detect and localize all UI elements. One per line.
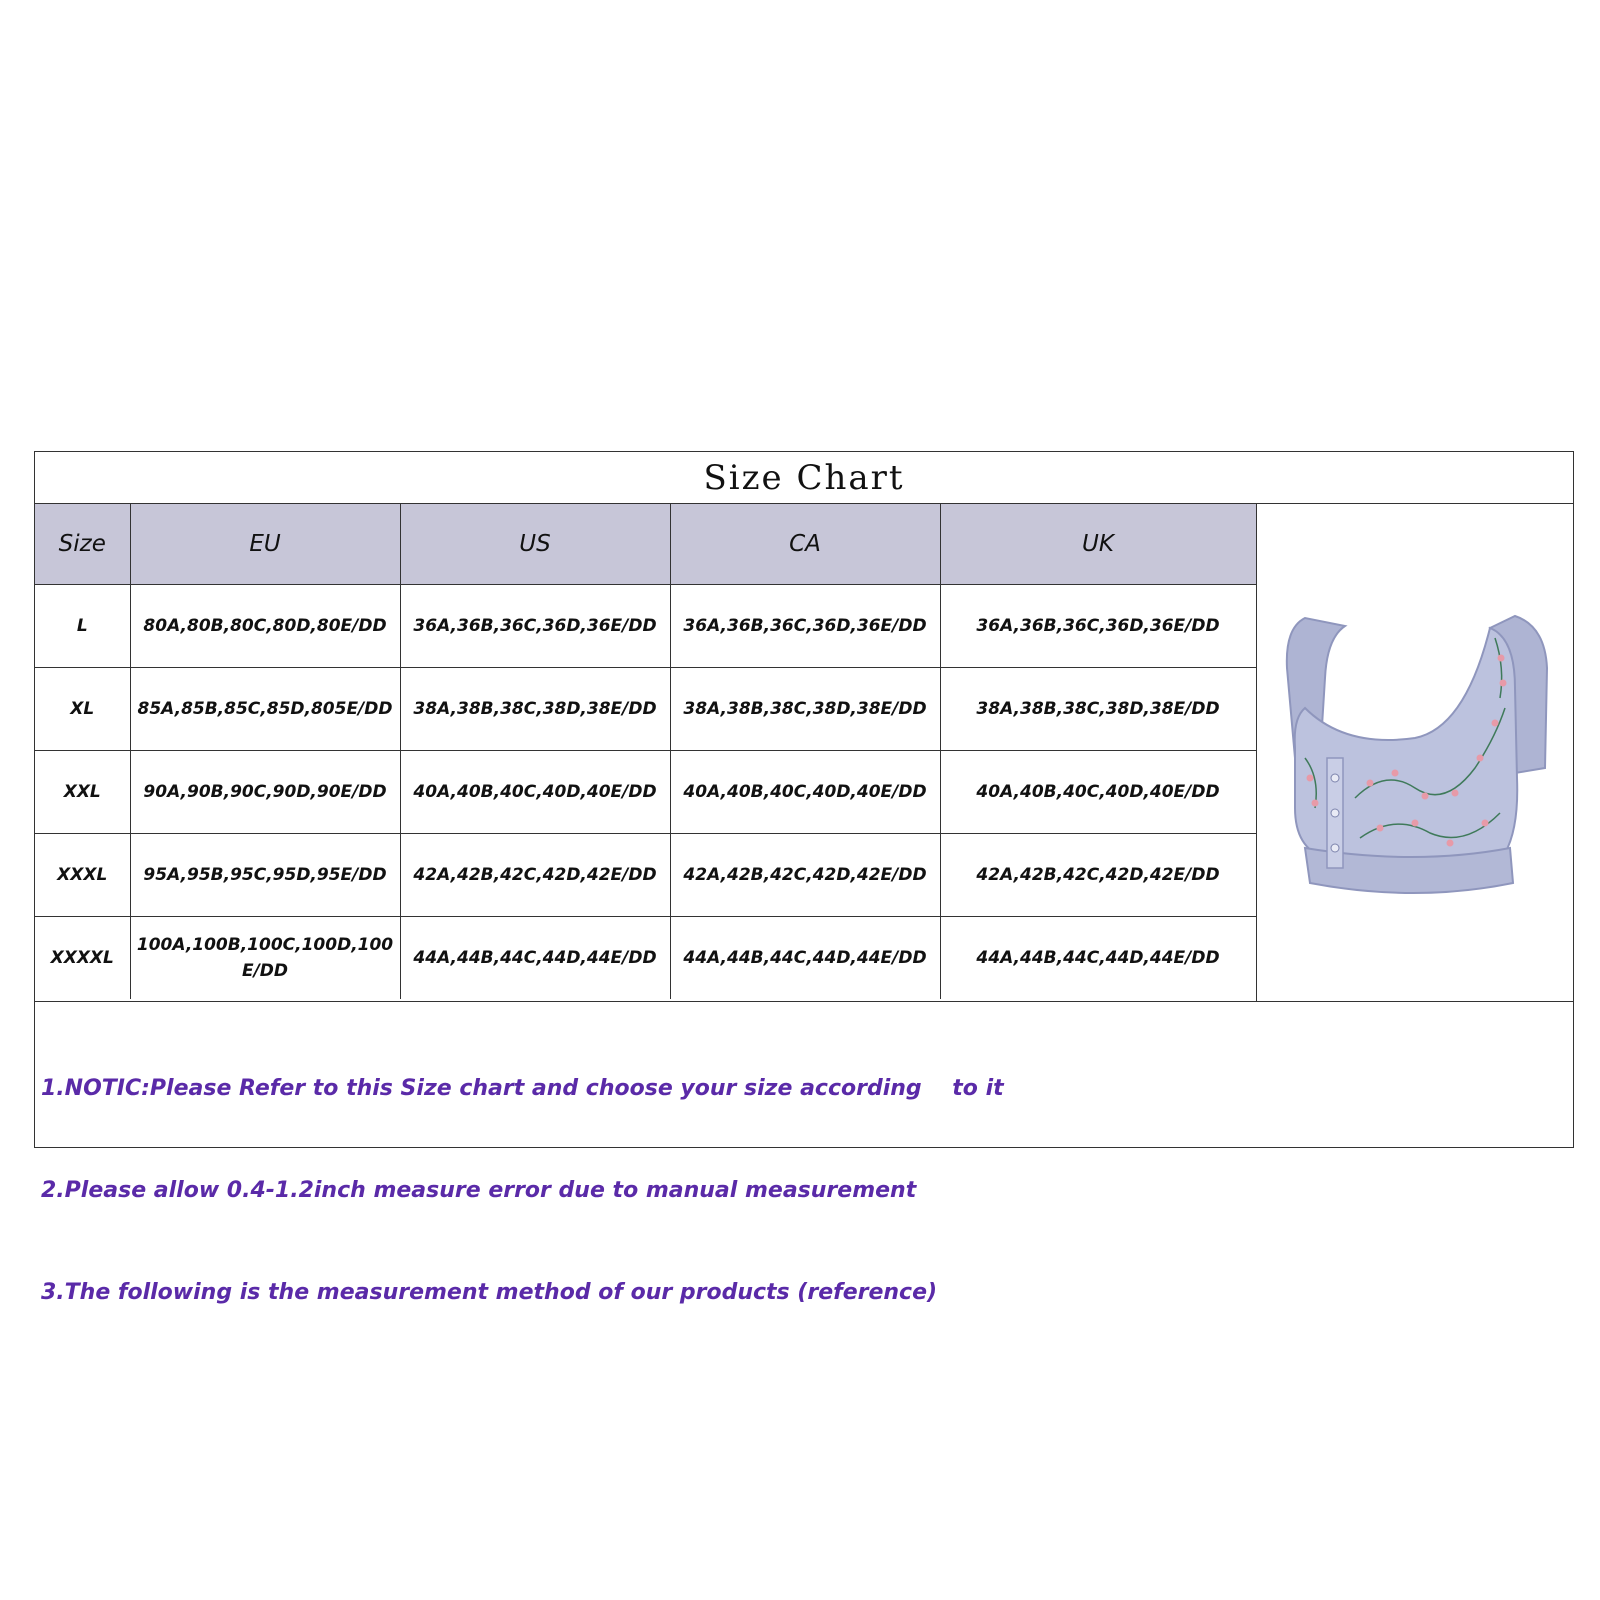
- bra-product-icon: [1265, 598, 1565, 908]
- cell-uk: 36A,36B,36C,36D,36E/DD: [940, 584, 1256, 667]
- cell-us: 38A,38B,38C,38D,38E/DD: [400, 667, 670, 750]
- cell-us: 36A,36B,36C,36D,36E/DD: [400, 584, 670, 667]
- cell-us: 40A,40B,40C,40D,40E/DD: [400, 750, 670, 833]
- cell-eu: 90A,90B,90C,90D,90E/DD: [130, 750, 400, 833]
- size-chart: [34, 451, 1574, 1305]
- header-ca: CA: [670, 504, 940, 584]
- cell-ca: 36A,36B,36C,36D,36E/DD: [670, 584, 940, 667]
- cell-us: 42A,42B,42C,42D,42E/DD: [400, 833, 670, 916]
- cell-uk: 42A,42B,42C,42D,42E/DD: [940, 833, 1256, 916]
- header-size: Size: [35, 504, 130, 584]
- cell-eu: 100A,100B,100C,100D,100E/DD: [130, 916, 400, 999]
- header-uk: UK: [940, 504, 1256, 584]
- cell-size: XXL: [35, 750, 130, 833]
- table-row: [35, 584, 1256, 667]
- cell-eu: 95A,95B,95C,95D,95E/DD: [130, 833, 400, 916]
- table-row: [35, 667, 1256, 750]
- cell-uk: 40A,40B,40C,40D,40E/DD: [940, 750, 1256, 833]
- note-line: 1.NOTIC:Please Refer to this Size chart and choose your size according to it: [41, 1076, 1004, 1101]
- cell-size: L: [35, 584, 130, 667]
- table-row: [35, 833, 1256, 916]
- cell-ca: 44A,44B,44C,44D,44E/DD: [670, 916, 940, 999]
- cell-uk: 44A,44B,44C,44D,44E/DD: [940, 916, 1256, 999]
- table-header-row: [35, 504, 1256, 584]
- cell-ca: 38A,38B,38C,38D,38E/DD: [670, 667, 940, 750]
- chart-title: Size Chart: [35, 452, 1573, 504]
- size-table: [35, 504, 1257, 999]
- table-row: [35, 750, 1256, 833]
- cell-uk: 38A,38B,38C,38D,38E/DD: [940, 667, 1256, 750]
- note-line: 2.Please allow 0.4-1.2inch measure error due to manual measurement: [41, 1178, 917, 1203]
- cell-size: XXXXL: [35, 916, 130, 999]
- cell-ca: 40A,40B,40C,40D,40E/DD: [670, 750, 940, 833]
- cell-eu: 80A,80B,80C,80D,80E/DD: [130, 584, 400, 667]
- product-image-cell: [1256, 504, 1573, 1001]
- cell-size: XXXL: [35, 833, 130, 916]
- note-line: 3.The following is the measurement method of our products (reference): [41, 1280, 938, 1305]
- cell-eu: 85A,85B,85C,85D,805E/DD: [130, 667, 400, 750]
- notes-section: [35, 1001, 1573, 1305]
- table-row: [35, 916, 1256, 999]
- header-us: US: [400, 504, 670, 584]
- cell-us: 44A,44B,44C,44D,44E/DD: [400, 916, 670, 999]
- header-eu: EU: [130, 504, 400, 584]
- cell-size: XL: [35, 667, 130, 750]
- cell-ca: 42A,42B,42C,42D,42E/DD: [670, 833, 940, 916]
